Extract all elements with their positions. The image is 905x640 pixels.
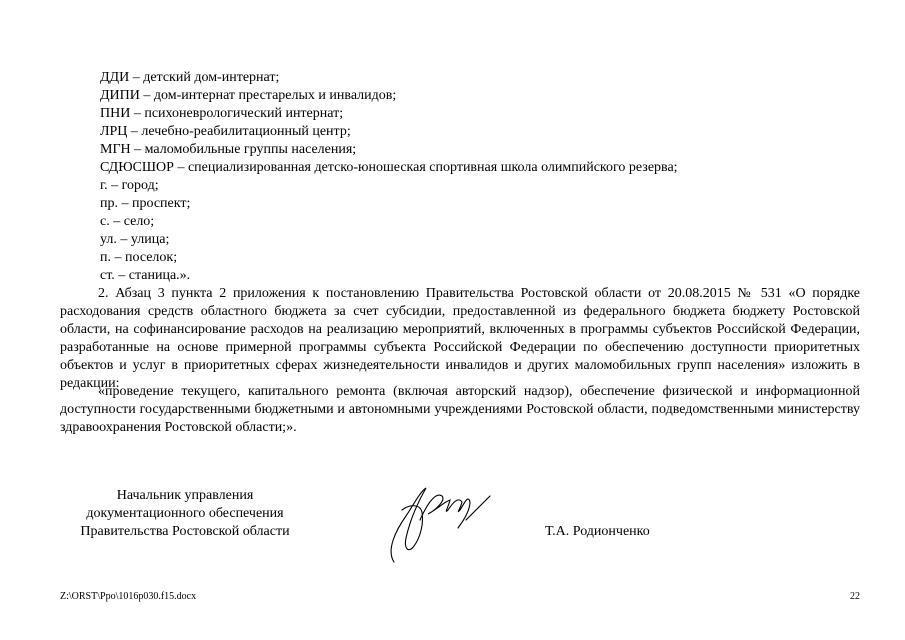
abbreviation-item: г. – город; [100,178,159,193]
abbreviation-item: п. – поселок; [100,250,178,265]
position-line: документационного обеспечения [86,506,284,521]
abbreviation-item: с. – село; [100,214,155,229]
abbreviation-item: пр. – проспект; [100,196,191,211]
abbreviation-item: ст. – станица.». [100,268,191,283]
page-footer [60,591,860,603]
abbreviation-item: ДДИ – детский дом-интернат; [100,70,280,85]
signer-name: Т.А. Родионченко [545,524,650,539]
amendment-paragraph: 2. Абзац 3 пункта 2 приложения к постановлению Правительства Ростовской области от 20.08.2015 № 531 «О порядке расходования средств областного бюджета за счет субсидии, предоставленной из федерального бюджета бюджету Ростовской области, на софинансирование расходов на реализацию мероприятий, включенных в программы субъектов Российской Федерации, разработанные на основе примерной программы субъекта Российской Федерации по обеспечению доступности приоритетных объектов и услуг в приоритетных сферах жизнедеятельности инвалидов и других маломобильных групп населения» изложить в редакции: [60,286,860,391]
signatory-position [60,487,310,541]
amendment-new-text-paragraph: «проведение текущего, капитального ремонта (включая авторский надзор), обеспечение физической и информационной доступности государственными бюджетными и автономными учреждениями Ростовской области, подведомственными министерству здравоохранения Ростовской области;». [60,384,860,435]
abbreviation-list [100,69,678,285]
position-line: Начальник управления [116,488,254,503]
abbreviation-item: ул. – улица; [100,232,170,247]
handwritten-signature [380,480,492,566]
position-line: Правительства Ростовской области [80,524,290,539]
abbreviation-item: МГН – маломобильные группы населения; [100,142,357,157]
page-number: 22 [850,591,860,602]
abbreviation-item: ДИПИ – дом-интернат престарелых и инвалидов; [100,88,397,103]
abbreviation-item: ЛРЦ – лечебно-реабилитационный центр; [100,124,351,139]
abbreviation-item: ПНИ – психоневрологический интернат; [100,106,344,121]
abbreviation-item: СДЮСШОР – специализированная детско-юношеская спортивная школа олимпийского резерва; [100,160,678,175]
file-path: Z:\ORST\Ppo\1016p030.f15.docx [60,591,197,602]
